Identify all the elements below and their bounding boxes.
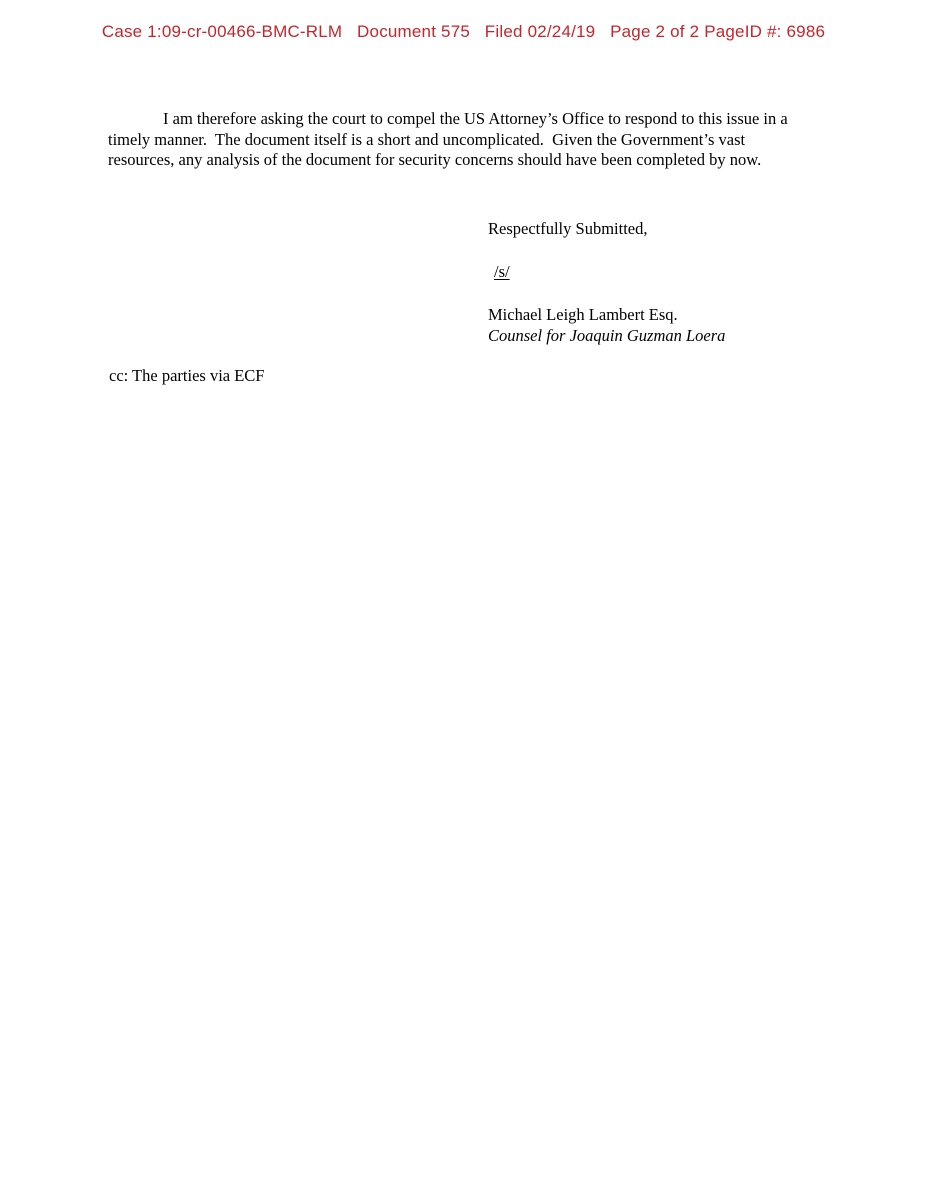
signature-block (488, 218, 725, 346)
signer-role: Counsel for Joaquin Guzman Loera (488, 326, 726, 345)
cc-line: cc: The parties via ECF (109, 366, 265, 385)
court-header-stamp: Case 1:09-cr-00466-BMC-RLM Document 575 Filed 02/24/19 Page 2 of 2 PageID #: 6986 (101, 22, 826, 41)
closing-line: Respectfully Submitted, (488, 219, 648, 238)
body-paragraph: I am therefore asking the court to compel the US Attorney’s Office to respond to this issue in a timely manner. The document itself is a short and uncomplicated. Given the Government’s vast resources, any analysis of the document for security concerns should have been completed by now. (108, 109, 792, 170)
signer-name: Michael Leigh Lambert Esq. (488, 305, 678, 324)
electronic-signature-mark: /s/ (494, 262, 510, 281)
electronic-signature-row (488, 261, 725, 282)
